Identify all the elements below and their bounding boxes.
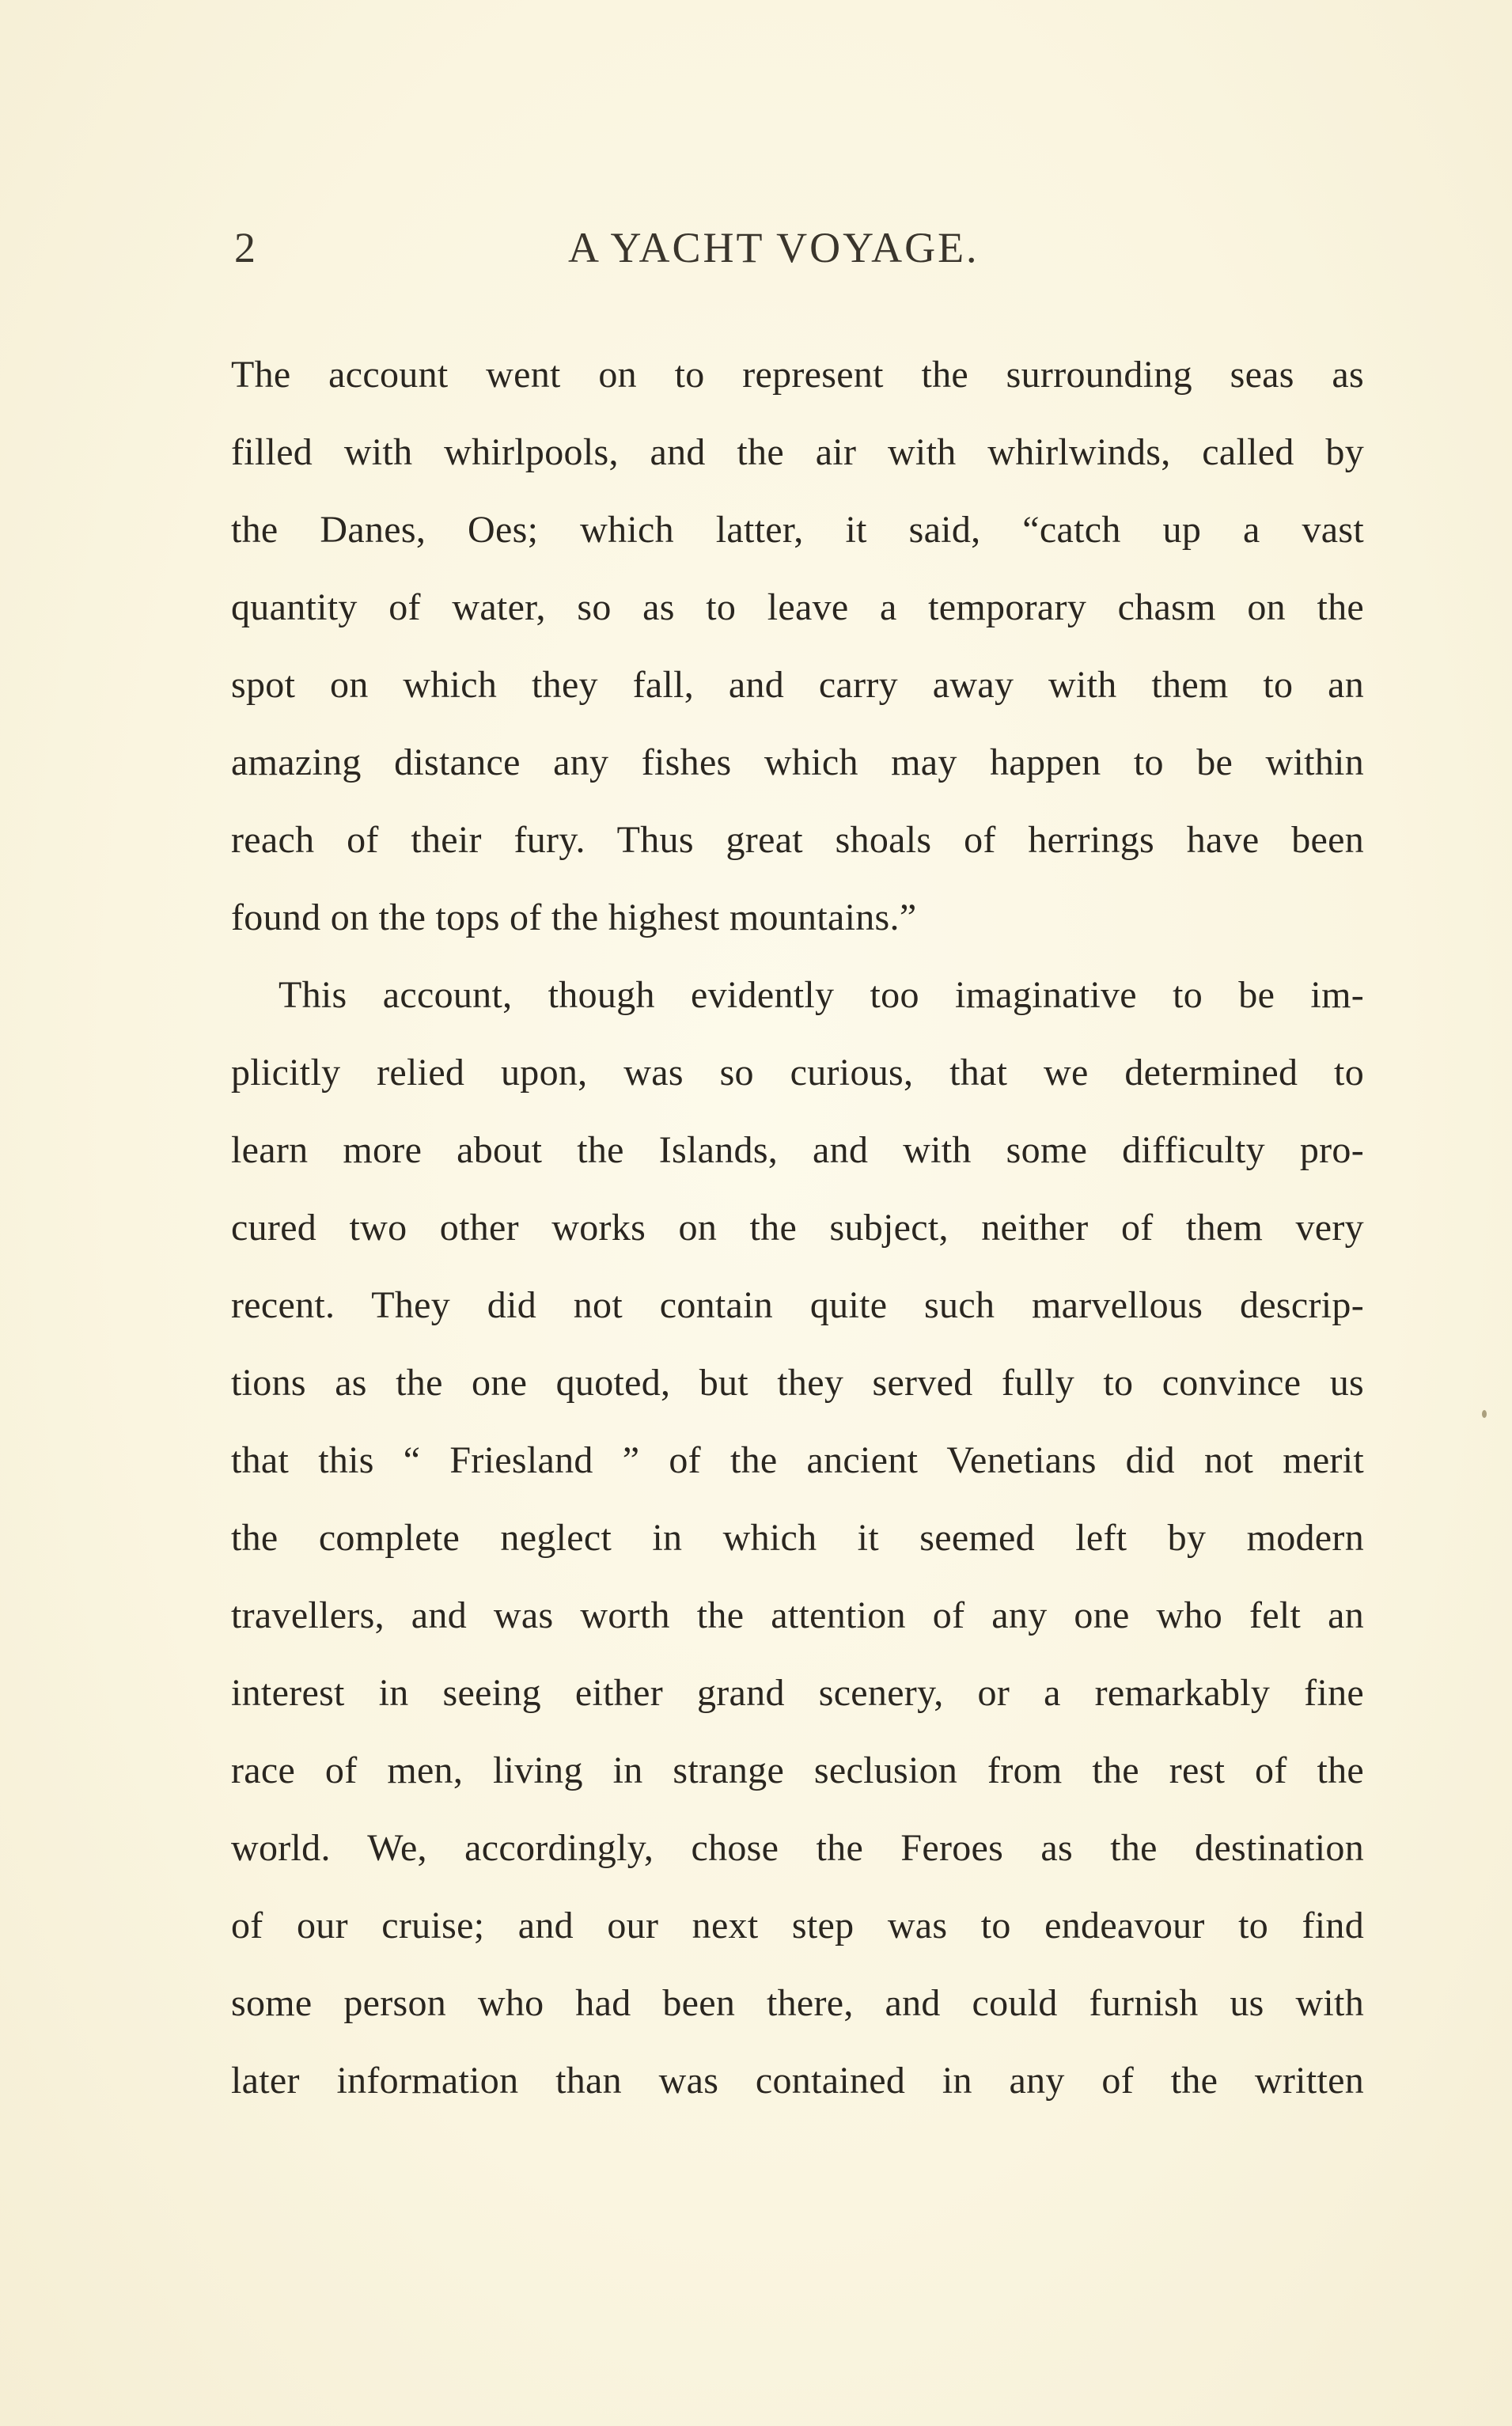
body-text <box>231 336 1364 2120</box>
text-line: quantity of water, so as to leave a temporary chasm on the <box>231 586 1364 628</box>
text-line: plicitly relied upon, was so curious, that we determined to <box>231 1052 1364 1094</box>
running-head <box>228 220 1367 275</box>
text-line: travellers, and was worth the attention of any one who felt an <box>231 1594 1364 1636</box>
text-line: amazing distance any fishes which may happen to be within <box>231 741 1364 783</box>
text-line: cured two other works on the subject, neither of them very <box>231 1207 1364 1249</box>
text-line: that this “ Friesland ” of the ancient Venetians did not merit <box>231 1439 1364 1481</box>
text-line: race of men, living in strange seclusion from the rest of the <box>231 1749 1364 1791</box>
text-line: filled with whirlpools, and the air with whirlwinds, called by <box>231 431 1364 473</box>
text-line-paragraph-start: This account, though evidently too imaginative to be im- <box>279 974 1364 1016</box>
text-line: tions as the one quoted, but they served fully to convince us <box>231 1362 1364 1404</box>
running-title: A YACHT VOYAGE. <box>568 224 980 271</box>
text-line: spot on which they fall, and carry away with them to an <box>231 664 1364 706</box>
page-number: 2 <box>234 224 257 271</box>
text-line: of our cruise; and our next step was to endeavour to find <box>231 1905 1364 1946</box>
text-line: later information than was contained in any of the written <box>231 2060 1364 2102</box>
text-line: learn more about the Islands, and with some difficulty pro- <box>231 1129 1364 1171</box>
text-line-paragraph-end: found on the tops of the highest mountains.” <box>231 896 917 938</box>
text-line: world. We, accordingly, chose the Feroes as the destination <box>231 1827 1364 1869</box>
paper-speck <box>1482 1410 1487 1418</box>
text-line: interest in seeing either grand scenery, or a remarkably fine <box>231 1672 1364 1714</box>
text-line: The account went on to represent the surrounding seas as <box>231 354 1364 396</box>
text-line: some person who had been there, and could furnish us with <box>231 1982 1364 2024</box>
text-line: the Danes, Oes; which latter, it said, “catch up a vast <box>231 509 1364 551</box>
text-line: recent. They did not contain quite such marvellous descrip- <box>231 1284 1364 1326</box>
text-line: reach of their fury. Thus great shoals of herrings have been <box>231 819 1364 861</box>
text-line: the complete neglect in which it seemed left by modern <box>231 1517 1364 1559</box>
